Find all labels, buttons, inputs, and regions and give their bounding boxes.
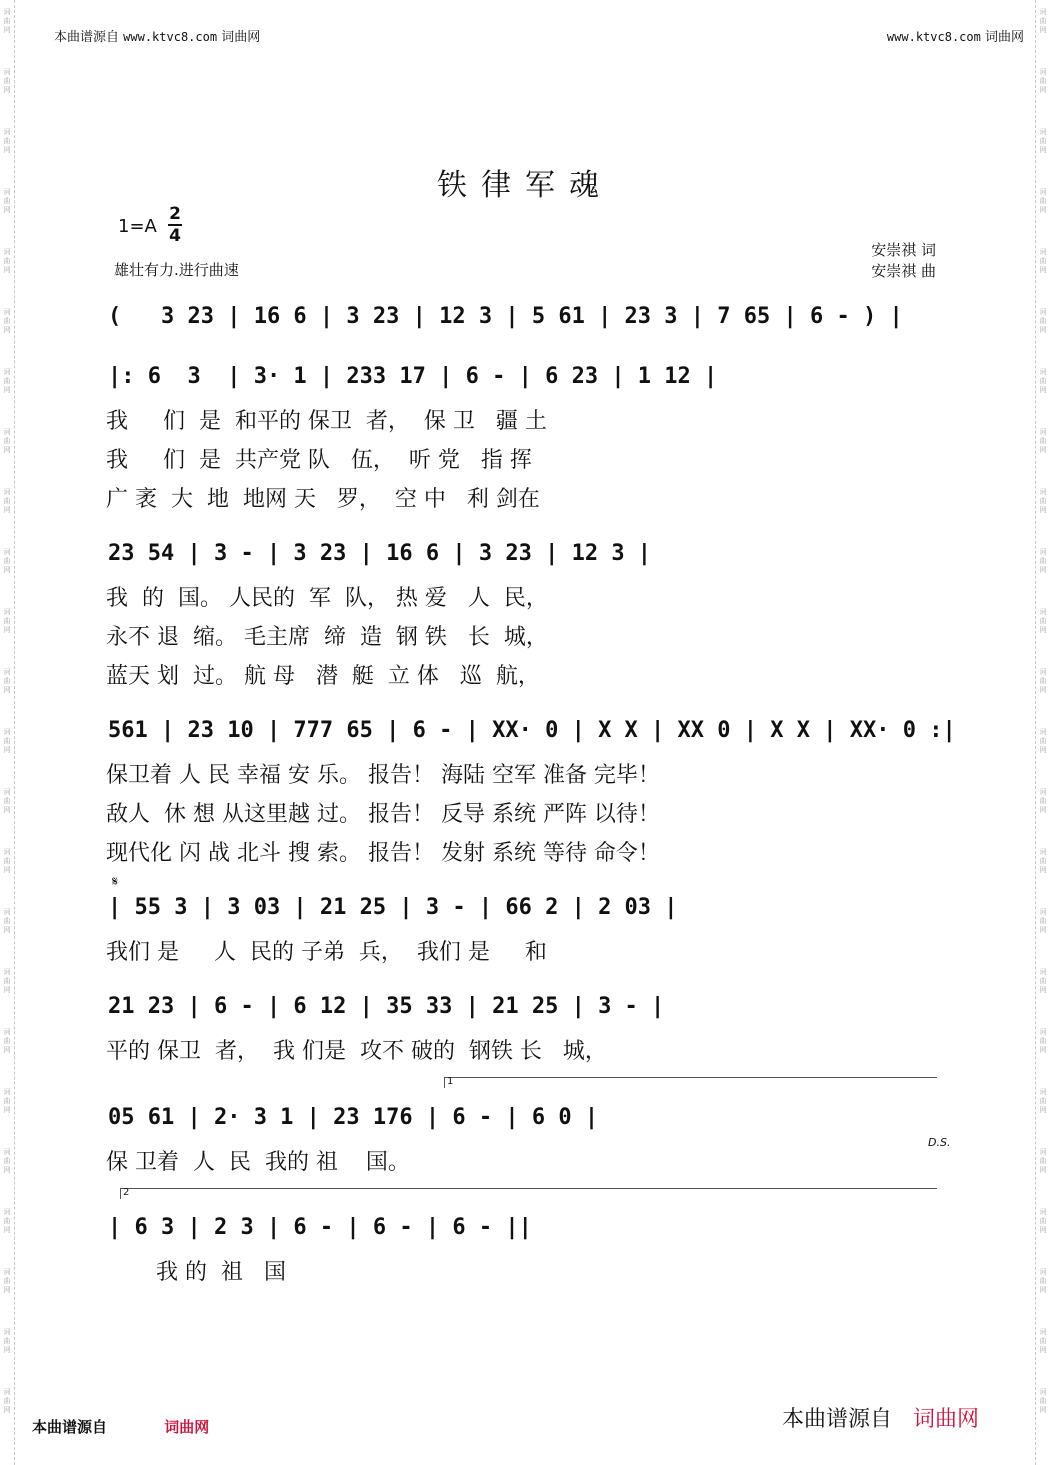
side-watermark-text: 词 曲 网 xyxy=(3,488,11,514)
side-watermark-text: 词 曲 网 xyxy=(3,1208,11,1234)
footer-left-brand[interactable]: 词曲网 xyxy=(164,1418,210,1436)
side-watermark-text: 词 曲 网 xyxy=(3,548,11,574)
side-watermark-text: 词 曲 网 xyxy=(1039,128,1047,154)
side-watermark-text: 词 曲 网 xyxy=(3,308,11,334)
lyric-row-3-verse-3: 现代化 闪 战 北斗 搜 索。 报告！ 发射 系统 等待 命令！ xyxy=(106,841,660,866)
side-watermark-text: 词 曲 网 xyxy=(1039,1268,1047,1294)
side-watermark-text: 词 曲 网 xyxy=(3,428,11,454)
time-top: 2 xyxy=(169,204,181,224)
notation-row-3: 561 | 23 10 | 777 65 | 6 - | XX· 0 | X X | XX 0 | X X | XX· 0 :| xyxy=(108,718,956,743)
header-left-brand[interactable]: 词曲网 xyxy=(221,30,261,45)
lyric-row-1-verse-3: 广 袤 大 地 地网 天 罗， 空 中 利 剑在 xyxy=(106,487,540,512)
side-watermark-text: 词 曲 网 xyxy=(1039,1148,1047,1174)
notation-row-1: |: 6 3 | 3· 1 | 233 17 | 6 - | 6 23 | 1 12 | xyxy=(108,364,718,389)
side-watermark-text: 词 曲 网 xyxy=(3,1388,11,1414)
lyric-row-1-verse-2: 我 们 是 共产党 队 伍， 听 党 指 挥 xyxy=(106,448,532,473)
volta-1-bracket xyxy=(444,1077,937,1088)
side-watermark-text: 词 曲 网 xyxy=(3,668,11,694)
composer-credit: 安崇祺 曲 xyxy=(871,262,936,280)
tempo-marking: 雄壮有力.进行曲速 xyxy=(114,261,239,279)
key-signature: 1=A xyxy=(118,216,157,237)
side-watermark-text: 词 曲 网 xyxy=(1039,1028,1047,1054)
notation-row-7: | 6 3 | 2 3 | 6 - | 6 - | 6 - || xyxy=(108,1215,532,1240)
side-watermark-text: 词 曲 网 xyxy=(3,1148,11,1174)
side-watermark-text: 词 曲 网 xyxy=(1039,488,1047,514)
side-watermark-text: 词 曲 网 xyxy=(1039,8,1047,34)
footer-right xyxy=(782,1402,979,1433)
volta-2-number: 2 xyxy=(123,1187,130,1198)
time-signature xyxy=(168,205,182,245)
lyric-row-1-verse-1: 我 们 是 和平的 保卫 者， 保 卫 疆 土 xyxy=(106,409,547,434)
header-right-brand[interactable]: 词曲网 xyxy=(984,30,1024,45)
header-left-text: 本曲谱源自 xyxy=(54,30,120,45)
side-watermark-text: 词 曲 网 xyxy=(3,8,11,34)
side-watermark-text: 词 曲 网 xyxy=(1039,908,1047,934)
side-watermark-text: 词 曲 网 xyxy=(3,1028,11,1054)
segno-sign: 𝄋 xyxy=(112,874,119,890)
side-watermark-text: 词 曲 网 xyxy=(3,908,11,934)
side-watermark-text: 词 曲 网 xyxy=(1039,368,1047,394)
notation-row-2: 23 54 | 3 - | 3 23 | 16 6 | 3 23 | 12 3 | xyxy=(108,541,652,566)
side-watermark-text: 词 曲 网 xyxy=(1039,728,1047,754)
side-watermark-text: 词 曲 网 xyxy=(1039,248,1047,274)
lyric-row-4: 我们 是 人 民的 子弟 兵， 我们 是 和 xyxy=(106,940,547,965)
side-watermark-text: 词 曲 网 xyxy=(3,968,11,994)
footer-left-text: 本曲谱源自 xyxy=(32,1418,108,1436)
side-watermark-text: 词 曲 网 xyxy=(1039,1328,1047,1354)
side-watermark-text: 词 曲 网 xyxy=(3,788,11,814)
side-watermark-text: 词 曲 网 xyxy=(3,128,11,154)
side-watermark-text: 词 曲 网 xyxy=(1039,548,1047,574)
header-right xyxy=(887,26,1024,45)
lyric-row-2-verse-3: 蓝天 划 过。 航 母 潜 艇 立 体 巡 航， xyxy=(106,664,540,689)
side-watermark-text: 词 曲 网 xyxy=(1039,968,1047,994)
time-bottom: 4 xyxy=(169,226,181,246)
lyric-row-2-verse-1: 我 的 国。 人民的 军 队， 热 爱 人 民， xyxy=(106,586,548,611)
lyric-row-6: 保 卫着 人 民 我的 祖 国。 xyxy=(106,1150,410,1175)
side-watermark-text: 词 曲 网 xyxy=(1039,668,1047,694)
side-watermark-text: 词 曲 网 xyxy=(1039,788,1047,814)
side-watermark-text: 词 曲 网 xyxy=(1039,1208,1047,1234)
side-watermark-text: 词 曲 网 xyxy=(1039,428,1047,454)
lyric-row-5: 平的 保卫 者， 我 们是 攻不 破的 钢铁 长 城， xyxy=(106,1039,607,1064)
lyricist-credit: 安崇祺 词 xyxy=(871,241,936,259)
notation-row-6: 05 61 | 2· 3 1 | 23 176 | 6 - | 6 0 | xyxy=(108,1105,599,1130)
side-watermark-text: 词 曲 网 xyxy=(3,728,11,754)
ds-mark: D.S. xyxy=(928,1136,951,1149)
side-watermark-text: 词 曲 网 xyxy=(1039,188,1047,214)
header-left-site[interactable]: www.ktvc8.com xyxy=(123,30,218,44)
footer-right-brand[interactable]: 词曲网 xyxy=(913,1407,980,1432)
notation-row-5: 21 23 | 6 - | 6 12 | 35 33 | 21 25 | 3 - | xyxy=(108,994,665,1019)
notation-row-4: | 55 3 | 3 03 | 21 25 | 3 - | 66 2 | 2 03 | xyxy=(108,895,678,920)
footer-right-text: 本曲谱源自 xyxy=(782,1407,893,1432)
side-watermark-text: 词 曲 网 xyxy=(3,1328,11,1354)
side-watermark-text: 词 曲 网 xyxy=(3,848,11,874)
notation-row-intro: ( 3 23 | 16 6 | 3 23 | 12 3 | 5 61 | 23 3 | 7 65 | 6 - ) | xyxy=(108,304,903,329)
side-watermark-text: 词 曲 网 xyxy=(3,248,11,274)
side-watermark-text: 词 曲 网 xyxy=(1039,1388,1047,1414)
side-watermark-text: 词 曲 网 xyxy=(3,68,11,94)
header-right-site[interactable]: www.ktvc8.com xyxy=(886,30,981,44)
side-watermark-text: 词 曲 网 xyxy=(1039,608,1047,634)
side-watermark-text: 词 曲 网 xyxy=(1039,68,1047,94)
side-watermark-text: 词 曲 网 xyxy=(3,1268,11,1294)
side-watermark-text: 词 曲 网 xyxy=(1039,308,1047,334)
side-watermark-text: 词 曲 网 xyxy=(1039,848,1047,874)
volta-1-number: 1 xyxy=(447,1076,454,1087)
header-left xyxy=(54,26,260,45)
lyric-row-2-verse-2: 永不 退 缩。 毛主席 缔 造 钢 铁 长 城， xyxy=(106,625,548,650)
side-watermark-text: 词 曲 网 xyxy=(1039,1088,1047,1114)
footer-left xyxy=(32,1416,209,1437)
side-watermark-text: 词 曲 网 xyxy=(3,608,11,634)
side-watermark-text: 词 曲 网 xyxy=(3,1088,11,1114)
song-title: 铁律军魂 xyxy=(437,168,613,203)
lyric-row-3-verse-2: 敌人 休 想 从这里越 过。 报告！ 反导 系统 严阵 以待！ xyxy=(106,802,660,827)
volta-2-bracket xyxy=(120,1188,937,1199)
lyric-row-3-verse-1: 保卫着 人 民 幸福 安 乐。 报告！ 海陆 空军 准备 完毕！ xyxy=(106,763,660,788)
side-watermark-text: 词 曲 网 xyxy=(3,188,11,214)
side-watermark-text: 词 曲 网 xyxy=(3,368,11,394)
lyric-row-7: 我 的 祖 国 xyxy=(156,1260,286,1285)
